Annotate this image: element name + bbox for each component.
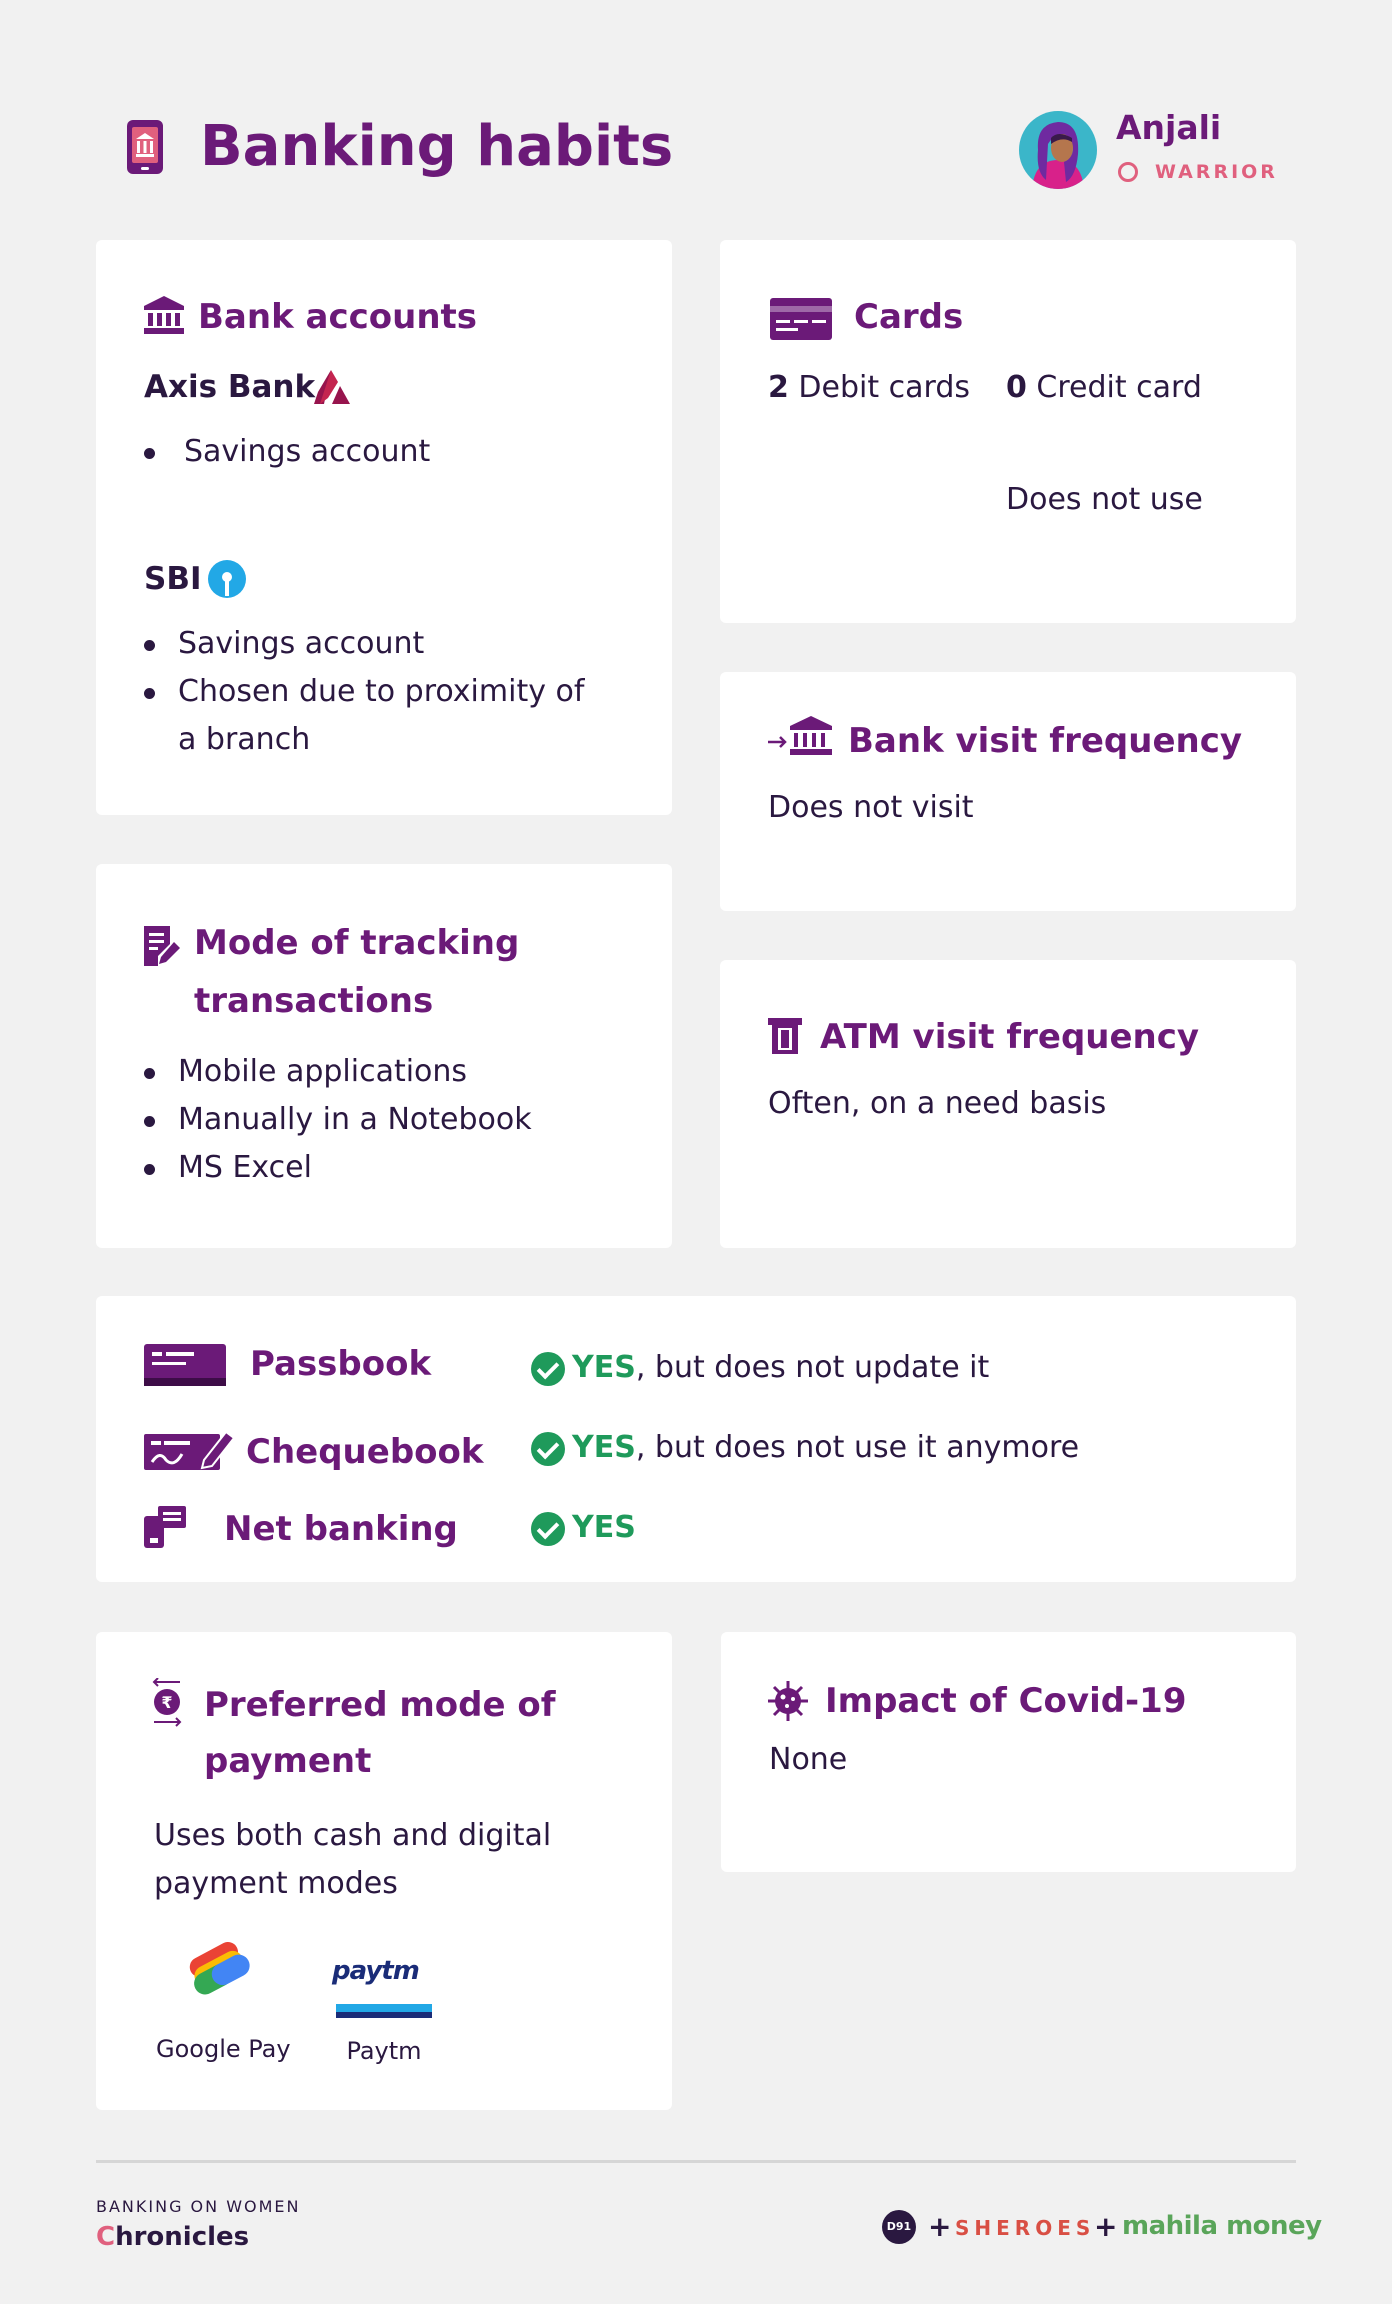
payment-desc-line1: Uses both cash and digital xyxy=(154,1818,552,1853)
covid-title: Impact of Covid-19 xyxy=(825,1681,1187,1721)
bank-visit-icon xyxy=(766,716,832,760)
credit-card-note: Does not use xyxy=(1006,482,1203,517)
passbook-check-icon xyxy=(531,1352,565,1386)
note-edit-icon xyxy=(144,926,182,970)
covid-value: None xyxy=(769,1742,848,1777)
footer-divider xyxy=(96,2160,1296,2163)
net-banking-yes: YES xyxy=(572,1510,636,1545)
covid-card xyxy=(721,1632,1296,1872)
payment-title-line2: payment xyxy=(204,1741,372,1781)
series-name-rest: hronicles xyxy=(115,2222,250,2252)
bank-name-axis: Axis Bank xyxy=(144,369,316,405)
plus-sign: + xyxy=(1094,2210,1118,2243)
bank-accounts-title: Bank accounts xyxy=(198,297,478,337)
list-item: Mobile applications xyxy=(144,1048,532,1096)
plus-sign: + xyxy=(928,2210,952,2243)
chequebook-status xyxy=(572,1424,1079,1472)
chequebook-note: , but does not use it anymore xyxy=(635,1430,1080,1465)
debit-label: Debit cards xyxy=(798,370,971,405)
atm-visit-card xyxy=(720,960,1296,1248)
cards-title: Cards xyxy=(854,297,964,337)
payment-desc-line2: payment modes xyxy=(154,1866,398,1901)
google-pay-logo-icon xyxy=(180,1938,260,2008)
net-banking-check-icon xyxy=(531,1512,565,1546)
payment-card xyxy=(96,1632,672,2110)
bank-visit-title: Bank visit frequency xyxy=(848,721,1243,761)
payment-title-line1: Preferred mode of xyxy=(204,1685,556,1725)
paytm-logo-bar xyxy=(336,2004,432,2018)
sbi-list xyxy=(144,620,584,764)
d91-logo xyxy=(882,2210,916,2244)
user-name: Anjali xyxy=(1116,108,1222,147)
chequebook-label: Chequebook xyxy=(246,1432,484,1472)
services-card xyxy=(96,1296,1296,1582)
page-title: Banking habits xyxy=(200,114,674,179)
credit-label: Credit card xyxy=(1036,370,1202,405)
list-item: Manually in a Notebook xyxy=(144,1096,532,1144)
passbook-status xyxy=(572,1344,989,1392)
rupee-exchange-icon xyxy=(152,1678,182,1732)
passbook-icon xyxy=(144,1344,226,1390)
axis-bank-logo-icon xyxy=(312,370,350,408)
credit-cards-info xyxy=(1006,364,1202,412)
tracking-list xyxy=(144,1048,532,1192)
bank-visit-value: Does not visit xyxy=(768,790,974,825)
virus-icon xyxy=(767,1680,809,1726)
atm-visit-value: Often, on a need basis xyxy=(768,1086,1107,1121)
bank-visit-card xyxy=(720,672,1296,911)
tracking-title-line2: transactions xyxy=(194,981,434,1021)
google-pay-label: Google Pay xyxy=(156,2035,291,2063)
tracking-title-line1: Mode of tracking xyxy=(194,923,520,963)
bank-icon xyxy=(144,296,184,338)
chequebook-yes: YES xyxy=(572,1430,636,1465)
passbook-label: Passbook xyxy=(250,1344,432,1384)
credit-card-icon xyxy=(770,298,832,344)
svg-text:₹: ₹ xyxy=(161,1693,173,1712)
debit-count: 2 xyxy=(768,370,789,405)
list-item: Chosen due to proximity of xyxy=(144,668,584,716)
avatar xyxy=(1018,110,1098,194)
net-banking-status xyxy=(572,1504,636,1552)
bank-name-sbi: SBI xyxy=(144,561,202,597)
d91-logo-text: D91 xyxy=(886,2220,912,2233)
list-item-continuation: a branch xyxy=(178,722,311,757)
tracking-card xyxy=(96,864,672,1248)
series-name-initial: C xyxy=(96,2222,116,2252)
atm-icon xyxy=(768,1018,802,1058)
series-name xyxy=(96,2220,249,2254)
paytm-logo-text: paytm xyxy=(332,1956,419,1986)
chequebook-icon xyxy=(144,1430,234,1474)
list-item: Savings account xyxy=(144,620,584,668)
user-role-ring-icon xyxy=(1118,162,1138,182)
cards-card xyxy=(720,240,1296,623)
series-label: BANKING ON WOMEN xyxy=(96,2197,301,2216)
bank-accounts-card xyxy=(96,240,672,815)
sbi-logo-icon xyxy=(208,560,246,602)
passbook-yes: YES xyxy=(572,1350,636,1385)
sheroes-logo: SHEROES xyxy=(955,2216,1096,2240)
user-role: WARRIOR xyxy=(1155,161,1278,183)
list-item: MS Excel xyxy=(144,1144,532,1192)
paytm-label: Paytm xyxy=(346,2037,422,2065)
phone-bank-icon xyxy=(126,119,164,179)
passbook-note: , but does not update it xyxy=(635,1350,990,1385)
credit-count: 0 xyxy=(1006,370,1027,405)
net-banking-icon xyxy=(144,1506,186,1552)
chequebook-check-icon xyxy=(531,1432,565,1466)
atm-visit-title: ATM visit frequency xyxy=(820,1017,1200,1057)
debit-cards-info xyxy=(768,364,970,412)
mahila-money-logo: mahila money xyxy=(1122,2211,1322,2241)
list-item: Savings account xyxy=(144,428,430,476)
axis-bank-list xyxy=(144,428,430,476)
net-banking-label: Net banking xyxy=(224,1509,458,1549)
